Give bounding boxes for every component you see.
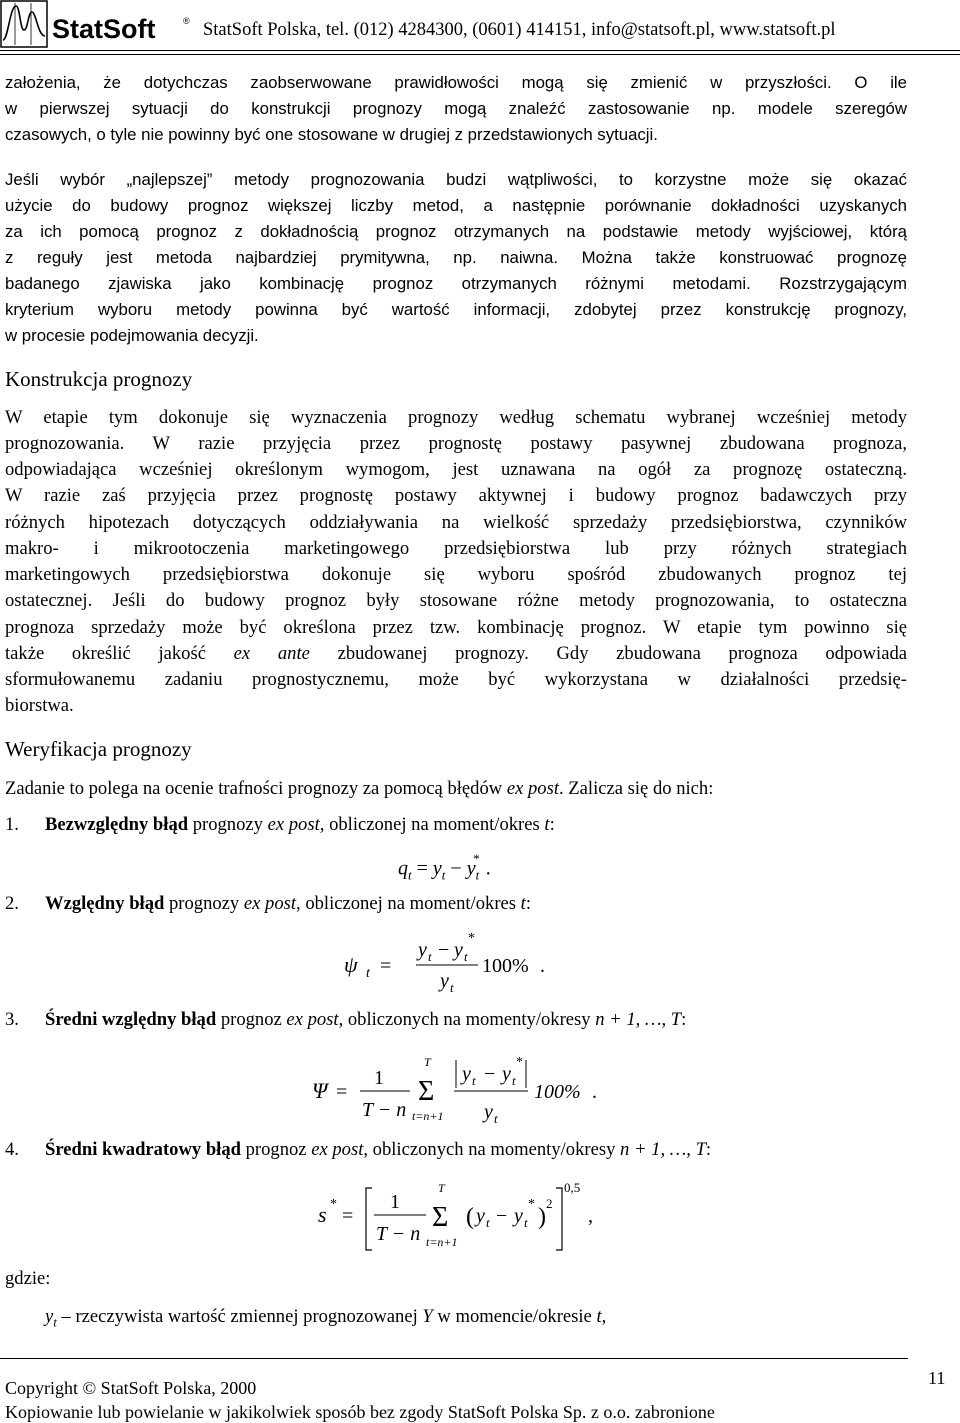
svg-text:Σ: Σ bbox=[418, 1076, 435, 1107]
paragraph-line: w procesie podejmowania decyzji. bbox=[5, 326, 259, 345]
svg-text:t=n+1: t=n+1 bbox=[426, 1235, 458, 1249]
svg-text:t: t bbox=[464, 949, 468, 964]
paragraph-line: założenia, że dotychczas zaobserwowane prawidłowości mogą się zmienić w przyszłości. O ile bbox=[5, 73, 907, 92]
paragraph-line: W razie zaś przyjęcia przez prognostę postawy aktywnej i budowy prognoz badawczych przy bbox=[5, 485, 907, 506]
svg-text:s: s bbox=[318, 1202, 327, 1227]
paragraph-line: Jeśli wybór „najlepszej” metody prognozowania budzi wątpliwości, to korzystne może się okazać bbox=[5, 170, 907, 189]
svg-text:Σ: Σ bbox=[432, 1202, 449, 1233]
svg-text:y: y bbox=[514, 1205, 523, 1227]
svg-text:T: T bbox=[424, 1055, 431, 1069]
svg-text:): ) bbox=[538, 1204, 546, 1230]
svg-text:t: t bbox=[486, 1215, 490, 1230]
intro-line: Zadanie to polega na ocenie trafności prognozy za pomocą błędów ex post. Zalicza się do nich: bbox=[5, 778, 714, 799]
paragraph-line: prognozowania. W razie przyjęcia przez prognostę postawy pasywnej zbudowana prognoza, bbox=[5, 433, 907, 454]
svg-text:1: 1 bbox=[390, 1191, 400, 1213]
paragraph-line: sformułowanemu zadaniu prognostycznemu, może być wykorzystana w działalności przedsię- bbox=[5, 669, 907, 690]
paragraph-line: w pierwszej sytuacji do konstrukcji prognozy mogą znaleźć zastosowanie np. modele szeregów bbox=[5, 99, 907, 118]
paragraph-line: za ich pomocą prognoz z dokładnością prognoz otrzymanych na podstawie metody wyjściowej, którą bbox=[5, 222, 907, 241]
formula-absolute-error: $q_t = y_t - y_t^*$ . bbox=[398, 851, 491, 883]
svg-text:100%: 100% bbox=[534, 1081, 581, 1103]
svg-text:−: − bbox=[496, 1205, 508, 1227]
svg-text:−: − bbox=[484, 1063, 496, 1085]
formula-mean-relative-error bbox=[312, 1048, 612, 1128]
paragraph-line: makro- i mikrootoczenia marketingowego przedsiębiorstwa lub przy różnych strategiach bbox=[5, 538, 907, 559]
gdzie-label: gdzie: bbox=[5, 1268, 51, 1289]
svg-text:Ψ: Ψ bbox=[312, 1078, 328, 1103]
footer-copyright: Copyright © StatSoft Polska, 2000 bbox=[5, 1378, 257, 1398]
statsoft-logo bbox=[0, 0, 200, 48]
svg-text:*: * bbox=[516, 1055, 523, 1070]
page-header bbox=[0, 0, 960, 62]
svg-text:ψ: ψ bbox=[344, 952, 358, 977]
svg-text:0,5: 0,5 bbox=[564, 1180, 581, 1195]
logo-text: StatSoft bbox=[52, 14, 156, 44]
paragraph-line: kryterium wyboru metody powinna być wartość informacji, zdobytej przez konstrukcję prognozy, bbox=[5, 300, 907, 319]
svg-text:*: * bbox=[528, 1197, 535, 1212]
paragraph-line: biorstwa. bbox=[5, 695, 74, 716]
svg-text:t: t bbox=[524, 1215, 528, 1230]
svg-text:T − n: T − n bbox=[376, 1223, 421, 1245]
paragraph-line: czasowych, o tyle nie powinny być one stosowane w drugiej z przedstawionych sytuacji. bbox=[5, 125, 658, 144]
svg-text:y: y bbox=[418, 939, 427, 961]
svg-text:=: = bbox=[336, 1081, 348, 1103]
svg-text:*: * bbox=[330, 1197, 337, 1212]
paragraph-line: różnych hipotezach dotyczących oddziaływania na wielkość sprzedaży przedsiębiorstwa, czynników bbox=[5, 512, 907, 533]
paragraph-line: także określić jakość ex ante zbudowanej prognozy. Gdy zbudowana prognoza odpowiada bbox=[5, 643, 908, 664]
svg-text:.: . bbox=[592, 1081, 597, 1103]
svg-text:*: * bbox=[468, 932, 475, 946]
page-number: 11 bbox=[928, 1368, 946, 1388]
svg-text:®: ® bbox=[183, 16, 190, 26]
svg-text:2: 2 bbox=[546, 1196, 553, 1211]
svg-text:y: y bbox=[440, 970, 449, 992]
svg-text:(: ( bbox=[466, 1204, 474, 1230]
paragraph-line: ostatecznej. Jeśli do budowy prognoz były stosowane różne metody prognozowania, to ostateczna bbox=[5, 590, 907, 611]
formula-rmse bbox=[318, 1176, 608, 1256]
svg-text:t=n+1: t=n+1 bbox=[412, 1109, 444, 1123]
svg-text:t: t bbox=[512, 1073, 516, 1088]
svg-text:t: t bbox=[428, 949, 432, 964]
svg-text:=: = bbox=[380, 955, 392, 977]
footer-divider bbox=[0, 1358, 908, 1359]
svg-text:y: y bbox=[462, 1063, 471, 1085]
footer-notice: Kopiowanie lub powielanie w jakikolwiek sposób bez zgody StatSoft Polska Sp. z o.o. zabronione bbox=[5, 1402, 715, 1422]
paragraph-line: badanego zjawiska jako kombinację prognoz otrzymanych różnymi metodami. Rozstrzygającym bbox=[5, 274, 907, 293]
svg-text:,: , bbox=[588, 1205, 593, 1227]
paragraph-line: marketingowych przedsiębiorstwa dokonuje się wyboru spośród zbudowanych prognoz tej bbox=[5, 564, 907, 585]
list-item: 1. Bezwzględny błąd prognozy ex post, obliczonej na moment/okres t: bbox=[5, 814, 555, 835]
svg-text:t: t bbox=[366, 966, 370, 981]
formula-relative-error bbox=[340, 932, 580, 996]
definition-line: $y_t$ – rzeczywista wartość zmiennej prognozowanej Y w momencie/okresie t, bbox=[45, 1306, 607, 1330]
list-item: 3. Średni względny błąd prognoz ex post, obliczonych na momenty/okresy n + 1, …, T: bbox=[5, 1009, 687, 1030]
paragraph-line: z reguły jest metoda najbardziej prymitywna, np. naiwna. Można także konstruować prognozę bbox=[5, 248, 907, 267]
svg-text:y: y bbox=[454, 939, 463, 961]
svg-text:t: t bbox=[472, 1073, 476, 1088]
paragraph-line: użycie do budowy prognoz większej liczby metod, a następnie porównanie dokładności uzyskanych bbox=[5, 196, 907, 215]
header-divider-thin bbox=[0, 54, 960, 55]
list-item: 2. Względny błąd prognozy ex post, obliczonej na moment/okres t: bbox=[5, 893, 531, 914]
svg-text:t: t bbox=[450, 980, 454, 995]
section-heading-weryfikacja: Weryfikacja prognozy bbox=[5, 737, 192, 761]
svg-text:100%: 100% bbox=[482, 955, 529, 977]
paragraph-line: prognoza sprzedaży może być określona przez tzw. kombinację prognoz. W etapie tym powinno się bbox=[5, 617, 907, 638]
svg-text:.: . bbox=[540, 955, 545, 977]
section-heading-konstrukcja: Konstrukcja prognozy bbox=[5, 367, 193, 391]
svg-text:1: 1 bbox=[374, 1067, 384, 1089]
svg-text:y: y bbox=[476, 1205, 485, 1227]
paragraph-line: odpowiadająca wcześniej określonym wymogom, jest uznawana na ogół za prognozę ostateczną. bbox=[5, 459, 907, 480]
svg-text:t: t bbox=[494, 1111, 498, 1126]
paragraph-line: W etapie tym dokonuje się wyznaczenia prognozy według schematu wybranej wcześniej metody bbox=[5, 407, 907, 428]
svg-text:y: y bbox=[502, 1063, 511, 1085]
header-divider bbox=[0, 50, 960, 51]
svg-text:y: y bbox=[484, 1101, 493, 1123]
header-contact-info: StatSoft Polska, tel. (012) 4284300, (0601) 414151, info@statsoft.pl, www.statsoft.pl bbox=[203, 20, 836, 40]
svg-text:=: = bbox=[342, 1205, 354, 1227]
svg-text:T − n: T − n bbox=[362, 1099, 407, 1121]
svg-text:T: T bbox=[438, 1181, 445, 1195]
list-item: 4. Średni kwadratowy błąd prognoz ex post, obliczonych na momenty/okresy n + 1, …, T: bbox=[5, 1139, 712, 1160]
svg-text:−: − bbox=[438, 939, 450, 961]
